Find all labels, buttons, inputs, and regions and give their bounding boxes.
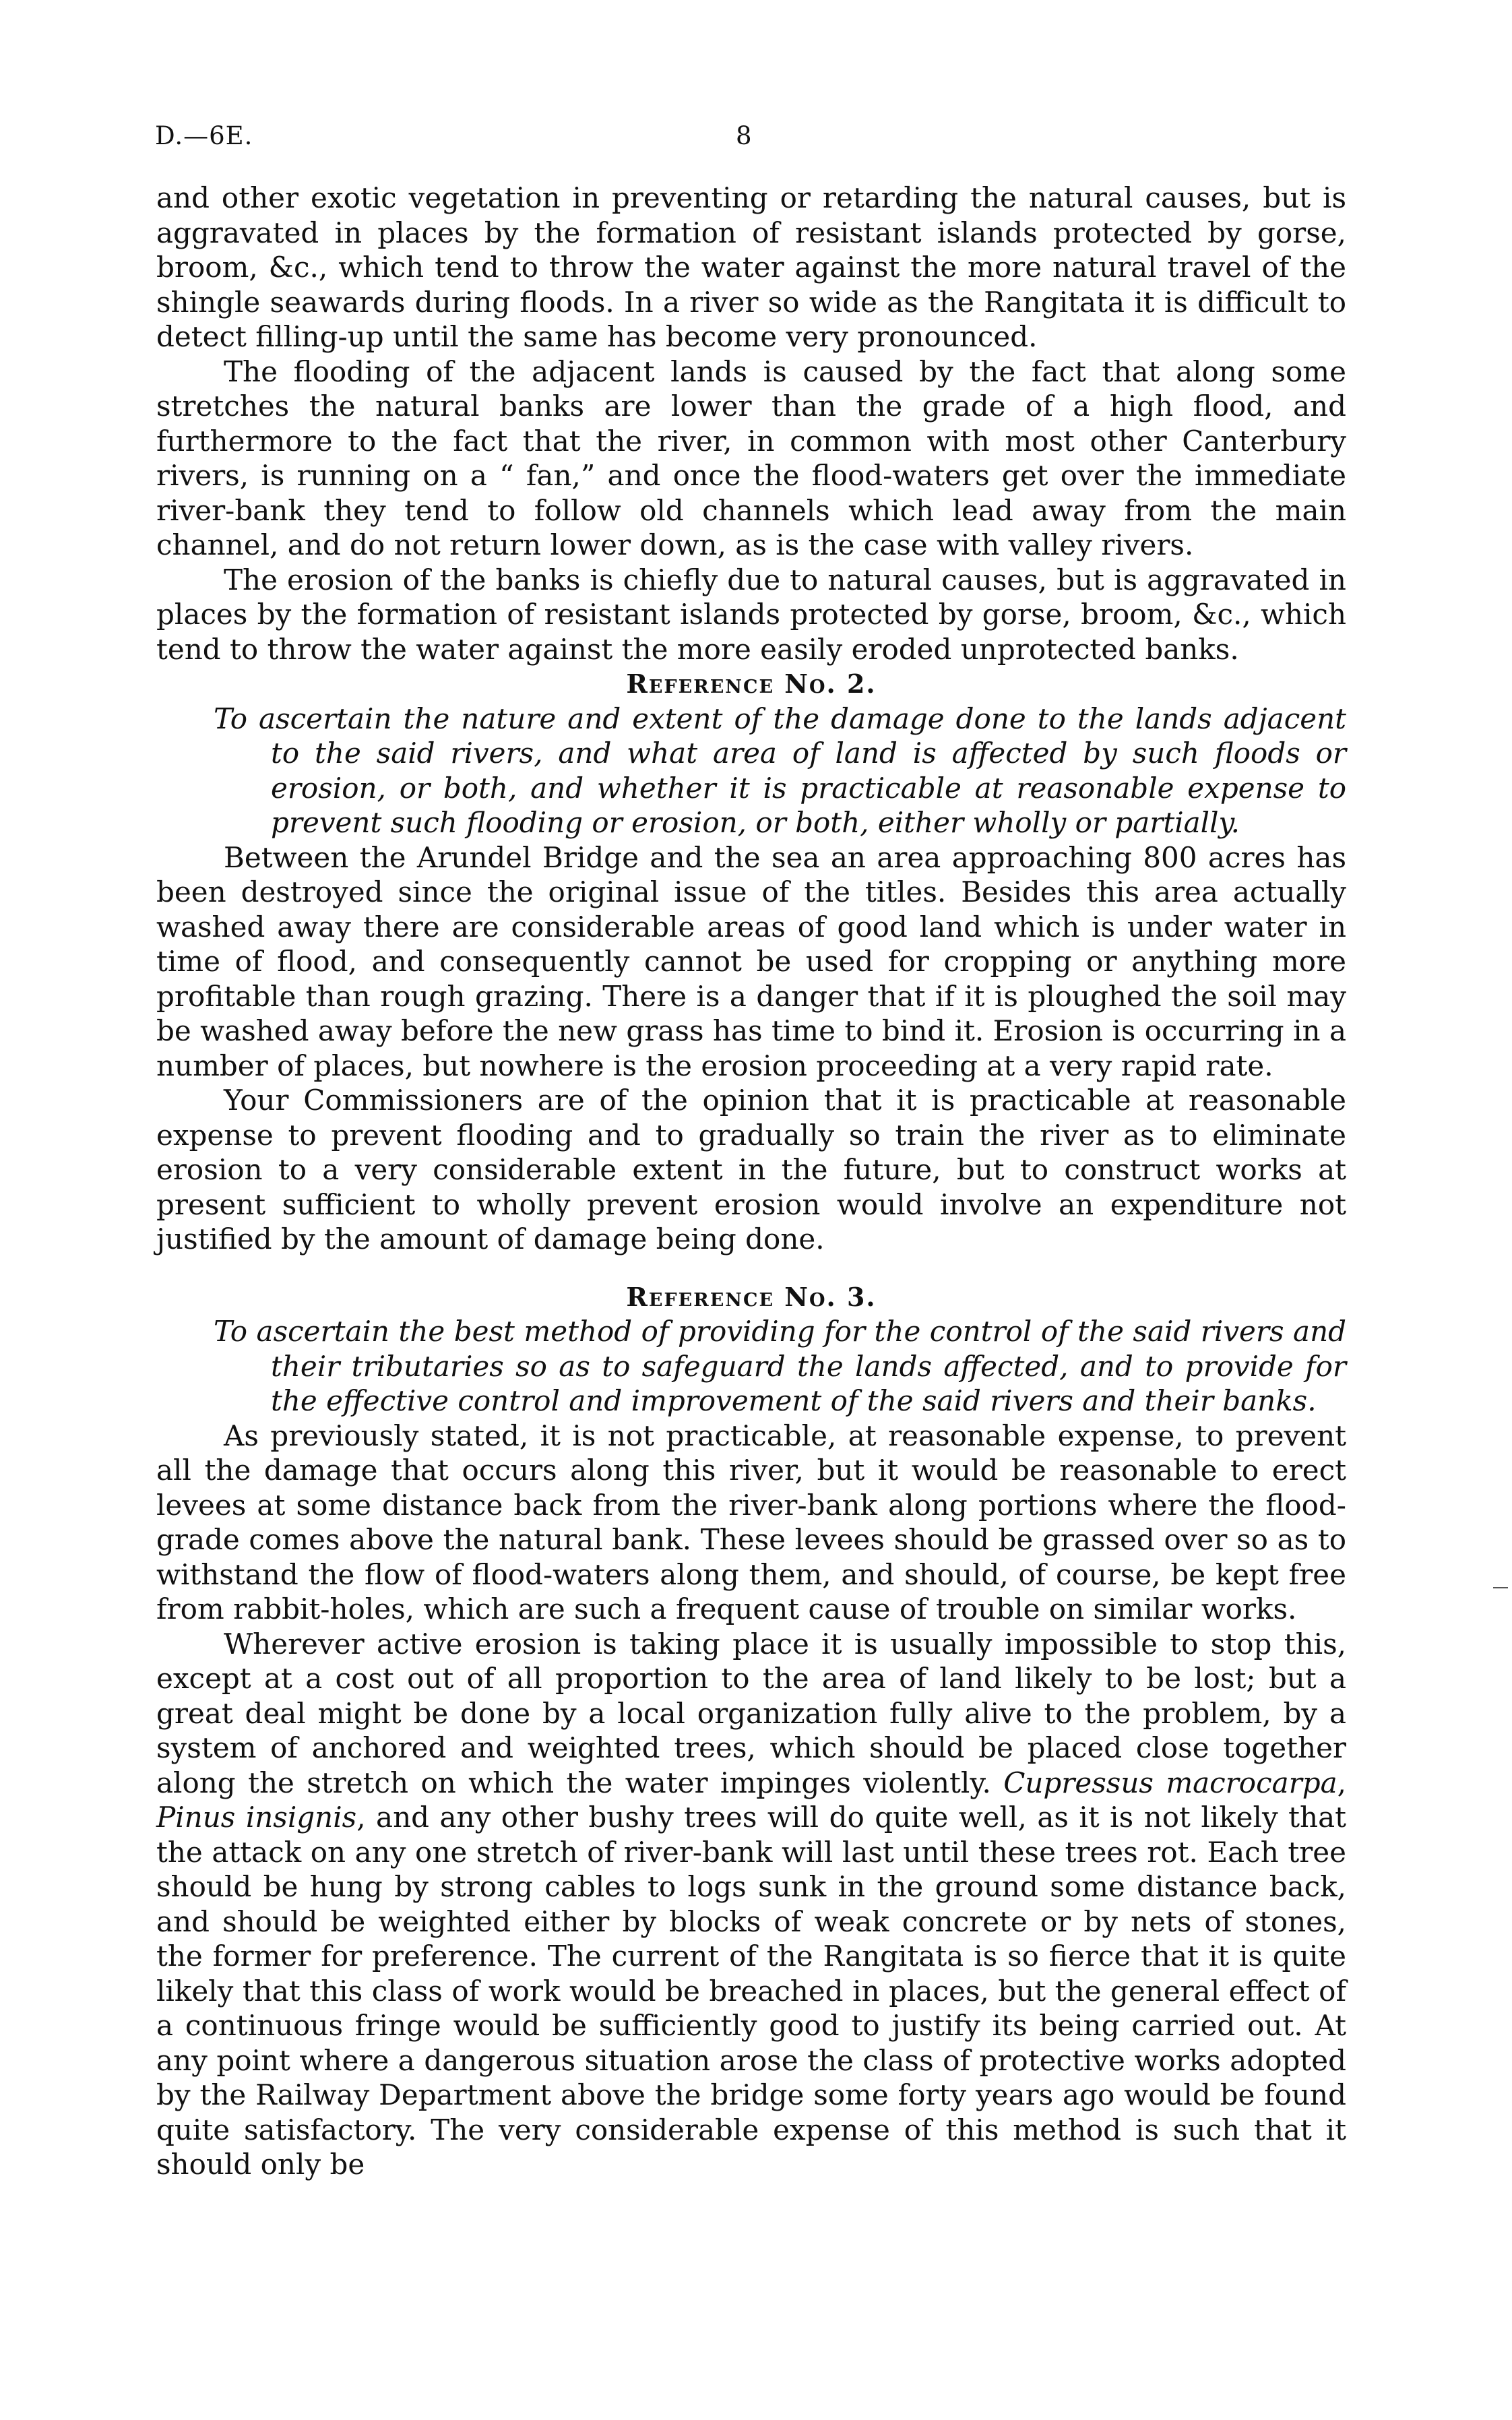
species-pinus: Pinus insignis (156, 1801, 357, 1834)
reference-3-terms: To ascertain the best method of providing for the control of the said rivers and their tributaries so as to safeguard the lands affected, and to provide for the effective control and improvement of the said rivers and their banks. (214, 1315, 1346, 1417)
paragraph-opinion: Your Commissioners are of the opinion that it is practicable at reasonable expense to prevent flooding and to gradually so train the river as to eliminate erosion to a very considerable extent in the future, but to construct works at present sufficient to wholly prevent erosion would involve an expenditure not justified by the amount of damage being done. (156, 1084, 1346, 1255)
reference-3-heading: Reference No. 3. (626, 1281, 877, 1312)
page-number: 8 (736, 121, 752, 150)
trees-text-start: Wherever active erosion is taking place it is usually impossible to stop this, except at a cost out of all proportion to the area of land likely to be lost; but a great deal might be done by a local organization fully alive to the problem, by a system of anchored and weighted trees, which should be placed close together along the stretch on which the water impinges violently. (156, 1627, 1346, 1799)
paragraph-levees: As previously stated, it is not practicable, at reasonable expense, to prevent all the damage that occurs along this river, but it would be reasonable to erect levees at some distance back from the river-bank along portions where the flood-grade comes above the natural bank. These levees should be grassed over so as to withstand the flow of flood-waters along them, and should, of course, be kept free from rabbit-holes, which are such a frequent cause of trouble on similar works. (156, 1419, 1346, 1625)
paragraph-damage: Between the Arundel Bridge and the sea an area approaching 800 acres has been destroyed since the original issue of the titles. Besides this area actually washed away there are considerable areas of good land which is under water in time of flood, and consequently cannot be used for cropping or anything more profitable than rough grazing. There is a danger that if it is ploughed the soil may be washed away before the new grass has time to bind it. Erosion is occurring in a number of places, but nowhere is the erosion proceeding at a very rapid rate. (156, 840, 1346, 1082)
species-cupressus: Cupressus macrocarpa (1003, 1766, 1337, 1799)
trees-text-end: , and any other bushy trees will do quite well, as it is not likely that the attack on any one stretch of river-bank will last until these trees rot. Each tree should be hung by strong cables to logs sunk in the ground some distance back, and should be weighted either by blocks of weak concrete or by nets of stones, the former for preference. The current of the Rangitata is so fierce that it is quite likely that this class of work would be breached in places, but the general effect of a continuous fringe would be sufficiently good to justify its being carried out. At any point where a dangerous situation arose the class of protective works adopted by the Railway Department above the bridge some forty years ago would be found quite satisfactory. The very considerable expense of this method is such that it should only be (156, 1801, 1346, 2181)
document-body (156, 181, 1346, 2182)
margin-mark (1493, 1587, 1508, 1588)
reference-2-heading: Reference No. 2. (626, 669, 877, 699)
paragraph-flooding: The flooding of the adjacent lands is caused by the fact that along some stretches the natural banks are lower than the grade of a high flood, and furthermore to the fact that the river, in common with most other Canterbury rivers, is running on a “ fan,” and once the flood-waters get over the immediate river-bank they tend to follow old channels which lead away from the main channel, and do not return lower down, as is the case with valley rivers. (156, 354, 1346, 561)
reference-2-terms: To ascertain the nature and extent of the damage done to the lands adjacent to the said rivers, and what area of land is affected by such floods or erosion, or both, and whether it is practicable at reasonable expense to prevent such flooding or erosion, or both, either wholly or partially. (214, 702, 1346, 839)
page-header (155, 121, 1348, 162)
document-reference: D.—6E. (155, 121, 253, 150)
paragraph-erosion: The erosion of the banks is chiefly due to natural causes, but is aggravated in places by the formation of resistant islands protected by gorse, broom, &c., which tend to throw the water against the more easily eroded unprotected banks. (156, 563, 1346, 666)
paragraph-continued: and other exotic vegetation in preventing or retarding the natural causes, but is aggravated in places by the formation of resistant islands protected by gorse, broom, &c., which tend to throw the water against the more natural travel of the shingle seawards during floods. In a river so wide as the Rangitata it is difficult to detect filling-up until the same has become very pronounced. (156, 181, 1346, 353)
paragraph-trees: Wherever active erosion is taking place it is usually impossible to stop this, except at a cost out of all proportion to the area of land likely to be lost; but a great deal might be done by a local organization fully alive to the problem, by a system of anchored and weighted trees, which should be placed close together along the stretch on which the water impinges violently. Cupressus macrocarpa, Pinus insignis, and any other bushy trees will do quite well, as it is not likely that the attack on any one stretch of river-bank will last until these trees rot. Each tree should be hung by strong cables to logs sunk in the ground some distance back, and should be weighted either by blocks of weak concrete or by nets of stones, the former for preference. The current of the Rangitata is so fierce that it is quite likely that this class of work would be breached in places, but the general effect of a continuous fringe would be sufficiently good to justify its being carried out. At any point where a dangerous situation arose the class of protective works adopted by the Railway Department above the bridge some forty years ago would be found quite satisfactory. The very considerable expense of this method is such that it should only be (156, 1627, 1346, 2181)
